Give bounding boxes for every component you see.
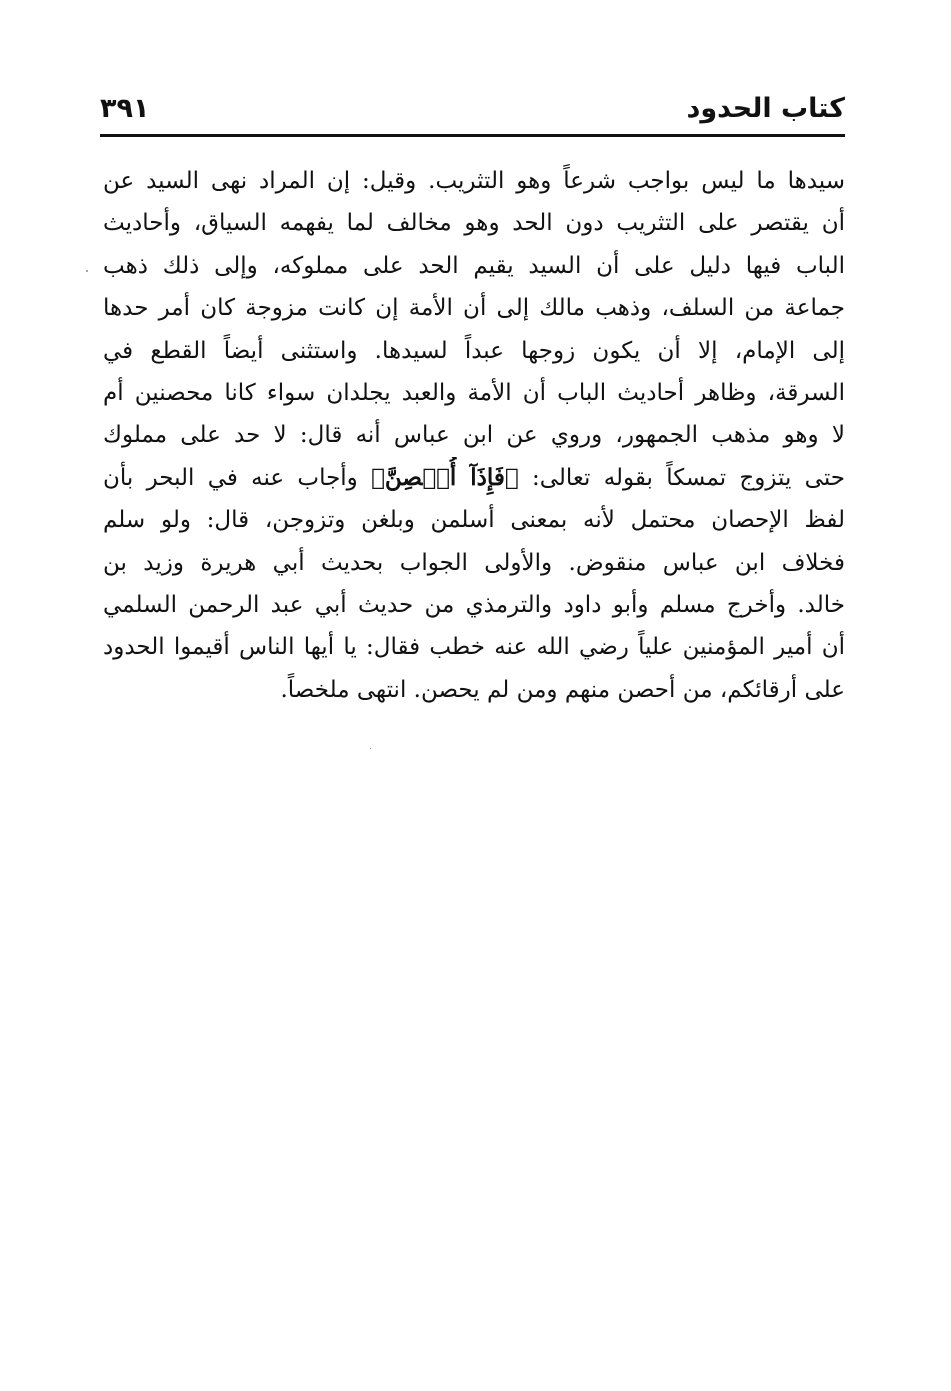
text-line: السرقة، وظاهر أحاديث الباب أن الأمة والعبد يجلدان سواء كانا محصنين أم [103,379,845,406]
text-fragment: وأجاب عنه في البحر بأن [103,464,372,491]
page-number: ٣٩١ [100,93,150,124]
text-line: لا وهو مذهب الجمهور، وروي عن ابن عباس أنه قال: لا حد على مملوك [103,422,845,449]
text-line-with-verse [103,457,845,499]
text-line: جماعة من السلف، وذهب مالك إلى أن الأمة إن كانت مزوجة كان أمر حدها [103,295,845,322]
text-line: إلى الإمام، إلا أن يكون زوجها عبداً لسيدها. واستثنى أيضاً القطع في [103,337,845,364]
text-line: على أرقائكم، من أحصن منهم ومن لم يحصن. انتهى ملخصاً. [280,676,845,703]
text-line: أن يقتصر على التثريب دون الحد وهو مخالف لما يفهمه السياق، وأحاديث [103,210,845,237]
scan-speck [370,748,371,749]
text-line: أن أمير المؤمنين علياً رضي الله عنه خطب فقال: يا أيها الناس أقيموا الحدود [103,634,845,661]
running-header [100,86,845,136]
chapter-title: كتاب الحدود [686,93,845,124]
text-line: الباب فيها دليل على أن السيد يقيم الحد على مملوكه، وإلى ذلك ذهب [103,252,845,279]
header-rule [100,134,845,137]
quran-verse: ﴿فَإِذَآ أُحۡصِنَّ﴾ [371,463,519,491]
text-line: خالد. وأخرج مسلم وأبو داود والترمذي من حديث أبي عبد الرحمن السلمي [103,591,845,618]
text-fragment: حتى يتزوج تمسكاً بقوله تعالى: [518,464,845,491]
text-line: لفظ الإحصان محتمل لأنه بمعنى أسلمن وبلغن وتزوجن، قال: ولو سلم [103,507,845,534]
scan-speck [86,270,88,272]
text-line: سيدها ما ليس بواجب شرعاً وهو التثريب. وقيل: إن المراد نهى السيد عن [103,168,845,194]
text-line: فخلاف ابن عباس منقوض. والأولى الجواب بحديث أبي هريرة وزيد بن [103,549,845,576]
body-text [103,160,845,711]
